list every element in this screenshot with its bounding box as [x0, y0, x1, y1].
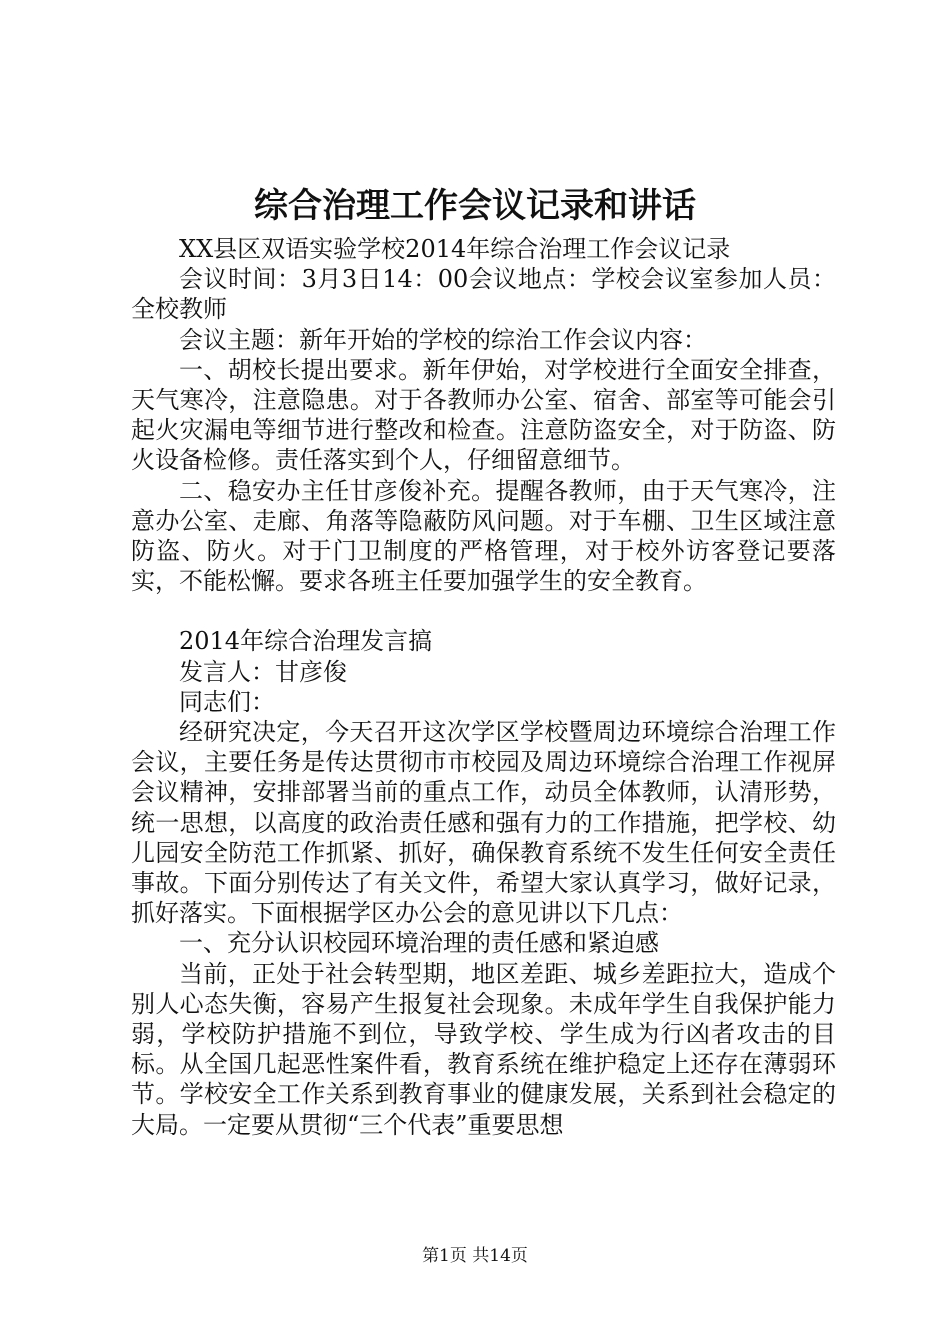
section-heading: 2014年综合治理发言搞 — [179, 627, 433, 656]
paragraph: XX县区双语实验学校2014年综合治理工作会议记录 — [179, 235, 731, 263]
document-body — [131, 234, 836, 1140]
paragraph: 一、充分认识校园环境治理的责任感和紧迫感 — [179, 929, 659, 958]
document-title: 综合治理工作会议记录和讲话 — [254, 186, 696, 226]
paragraph: 当前，正处于社会转型期，地区差距、城乡差距拉大，造成个别人心态失衡，容易产生报复社会现象。未成年学生自我保护能力弱，学校防护措施不到位，导致学校、学生成为行凶者攻击的目标。从全国几起恶性案件看，教育系统在维护稳定上还存在薄弱环节。学校安全工作关系到教育事业的健康发展，关系到社会稳定的大局。一定要从贯彻“三个代表”重要思想 — [131, 959, 836, 1139]
paragraph: 会议时间：3月3日14：00会议地点：学校会议室参加人员：全校教师 — [131, 265, 836, 324]
section-spacer — [131, 596, 836, 626]
paragraph: 经研究决定，今天召开这次学区学校暨周边环境综合治理工作会议，主要任务是传达贯彻市市校园及周边环境综合治理工作视屏会议精神，安排部署当前的重点工作，动员全体教师，认清形势，统一思想，以高度的政治责任感和强有力的工作措施，把学校、幼儿园安全防范工作抓紧、抓好，确保教育系统不发生任何安全责任事故。下面分别传达了有关文件，希望大家认真学习，做好记录，抓好落实。下面根据学区办公会的意见讲以下几点： — [131, 718, 836, 928]
paragraph: 一、胡校长提出要求。新年伊始，对学校进行全面安全排查，天气寒冷，注意隐患。对于各教师办公室、宿舍、部室等可能会引起火灾漏电等细节进行整改和检查。注意防盗安全，对于防盗、防火设备检修。责任落实到个人，仔细留意细节。 — [131, 355, 836, 475]
speaker-line: 发言人：甘彦俊 — [179, 657, 347, 686]
salutation: 同志们： — [179, 687, 275, 716]
page-footer: 第1页 共14页 — [422, 1246, 528, 1266]
paragraph: 二、稳安办主任甘彦俊补充。提醒各教师，由于天气寒冷，注意办公室、走廊、角落等隐蔽防风问题。对于车棚、卫生区域注意防盗、防火。对于门卫制度的严格管理，对于校外访客登记要落实，不能松懈。要求各班主任要加强学生的安全教育。 — [131, 476, 836, 596]
paragraph: 会议主题：新年开始的学校的综治工作会议内容： — [179, 325, 707, 354]
